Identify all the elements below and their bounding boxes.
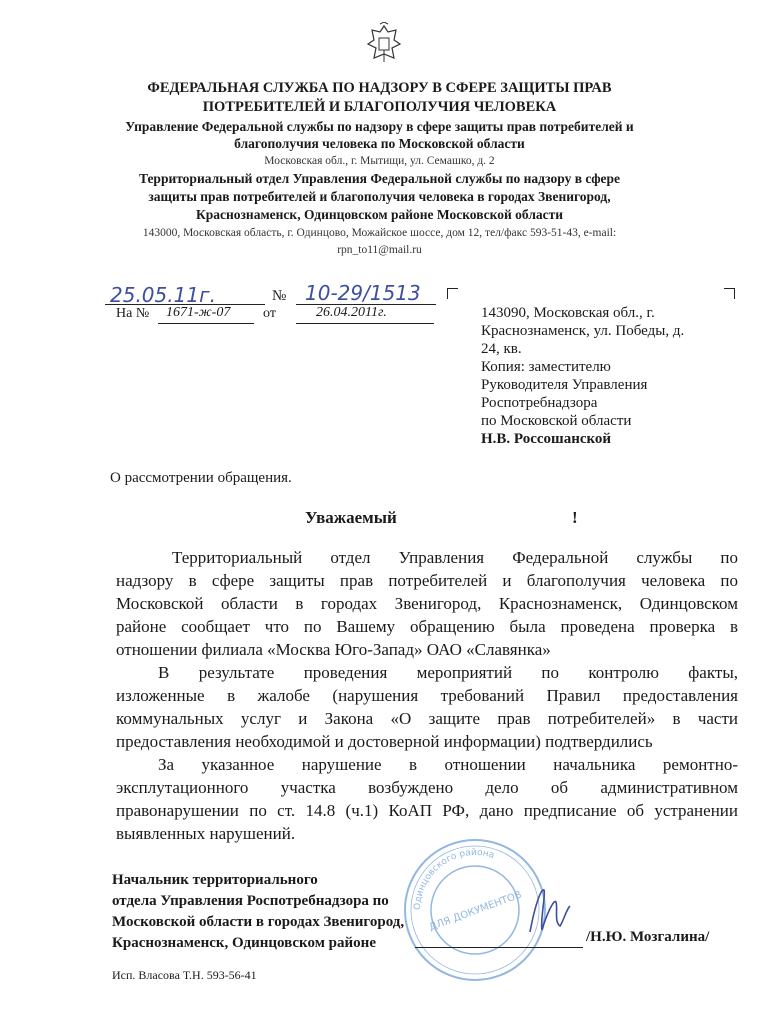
greeting-prefix: Уважаемый [305,508,397,527]
body-line: За указанное нарушение в отношении начальника ремонтно- [158,755,738,774]
body-line: надзору в сфере защиты прав потребителей и благополучия человека по [116,571,738,590]
letter-subject: О рассмотрении обращения. [110,470,292,486]
office-line3: Краснознаменск, Одинцовском районе Московской области [195,207,564,222]
body-line: правонарушении по ст. 14.8 (ч.1) КоАП РФ, дано предписание об устранении [116,801,738,820]
greeting-suffix: ! [572,508,578,527]
signer-title-line3: Московской области в городах Звенигород, [112,914,405,930]
department-line1: Управление Федеральной службы по надзору в сфере защиты прав потребителей и [125,119,634,134]
body-line: изложенные в жалобе (нарушения требований Правил предоставления [116,686,738,705]
office-email: rpn_to11@mail.ru [337,244,422,256]
body-line: В результате проведения мероприятий по контролю факты, [158,663,738,682]
signer-name: /Н.Ю. Мозгалина/ [586,929,710,945]
ref-date: 26.04.2011г. [316,305,387,320]
body-line: Московской области в городах Звенигород, Краснознаменск, Одинцовском [116,594,738,613]
body-line: Территориальный отдел Управления Федеральной службы по [172,548,738,567]
recipient-address-line3: 24, кв. [481,341,522,357]
ref-number: 1671-ж-07 [166,305,231,320]
stamp-arc-text: Одинцовского района [412,847,496,911]
office-line1: Территориальный отдел Управления Федеральной службы по надзору в сфере [138,171,621,186]
office-line2: защиты прав потребителей и благополучия человека в городах Звенигород, [148,189,611,204]
body-line: коммунальных услуг и Закона «О защите прав потребителей» в части [116,709,738,728]
copy-recipient-name: Н.В. Россошанской [481,431,612,447]
copy-line2: Руководителя Управления [481,377,648,393]
stamp-center-text: ДЛЯ ДОКУМЕНТОВ [427,889,524,934]
body-line: районе сообщает что по Вашему обращению была проведена проверка в [116,617,738,636]
copy-line1: Копия: заместителю [481,359,611,375]
body-line: выявленных нарушений. [116,824,296,843]
signer-title-line4: Краснознаменск, Одинцовском районе [112,935,376,951]
ref-from-label: от [263,306,276,321]
handwritten-signature-icon [520,880,580,940]
body-line: предоставления необходимой и достоверной информации) подтвердились [116,732,653,751]
department-line2: благополучия человека по Московской области [234,136,525,151]
office-address: 143000, Московская область, г. Одинцово, Можайское шоссе, дом 12, тел/факс 593-51-43, e-mail: [142,227,617,239]
department-address: Московская обл., г. Мытищи, ул. Семашко, д. 2 [264,155,495,167]
agency-name-line2: ПОТРЕБИТЕЛЕЙ И БЛАГОПОЛУЧИЯ ЧЕЛОВЕКА [202,99,557,115]
number-label: № [272,288,287,304]
executor-info: Исп. Власова Т.Н. 593-56-41 [112,968,257,982]
ref-label: На № [116,306,150,321]
coat-of-arms-emblem-icon [366,22,402,64]
svg-text:Одинцовского района [413,848,496,910]
recipient-address-line1: 143090, Московская обл., г. [481,305,655,321]
copy-line3: Роспотребнадзора [481,395,598,411]
signer-title-line1: Начальник территориального [112,872,318,888]
recipient-address-line2: Краснознаменск, ул. Победы, д. [481,323,685,339]
letter-body [116,546,738,845]
body-line: отношении филиала «Москва Юго-Запад» ОАО «Славянка» [116,640,551,659]
agency-name-line1: ФЕДЕРАЛЬНАЯ СЛУЖБА ПО НАДЗОРУ В СФЕРЕ ЗАЩИТЫ ПРАВ [147,80,612,96]
outgoing-date: 25.05.11г. [110,283,216,307]
copy-line4: по Московской области [481,413,632,429]
body-line: эксплутационного участка возбуждено дело об административном [116,778,738,797]
outgoing-number: 10-29/1513 [305,281,421,305]
signer-title-line2: отдела Управления Роспотребнадзора по [112,893,389,909]
